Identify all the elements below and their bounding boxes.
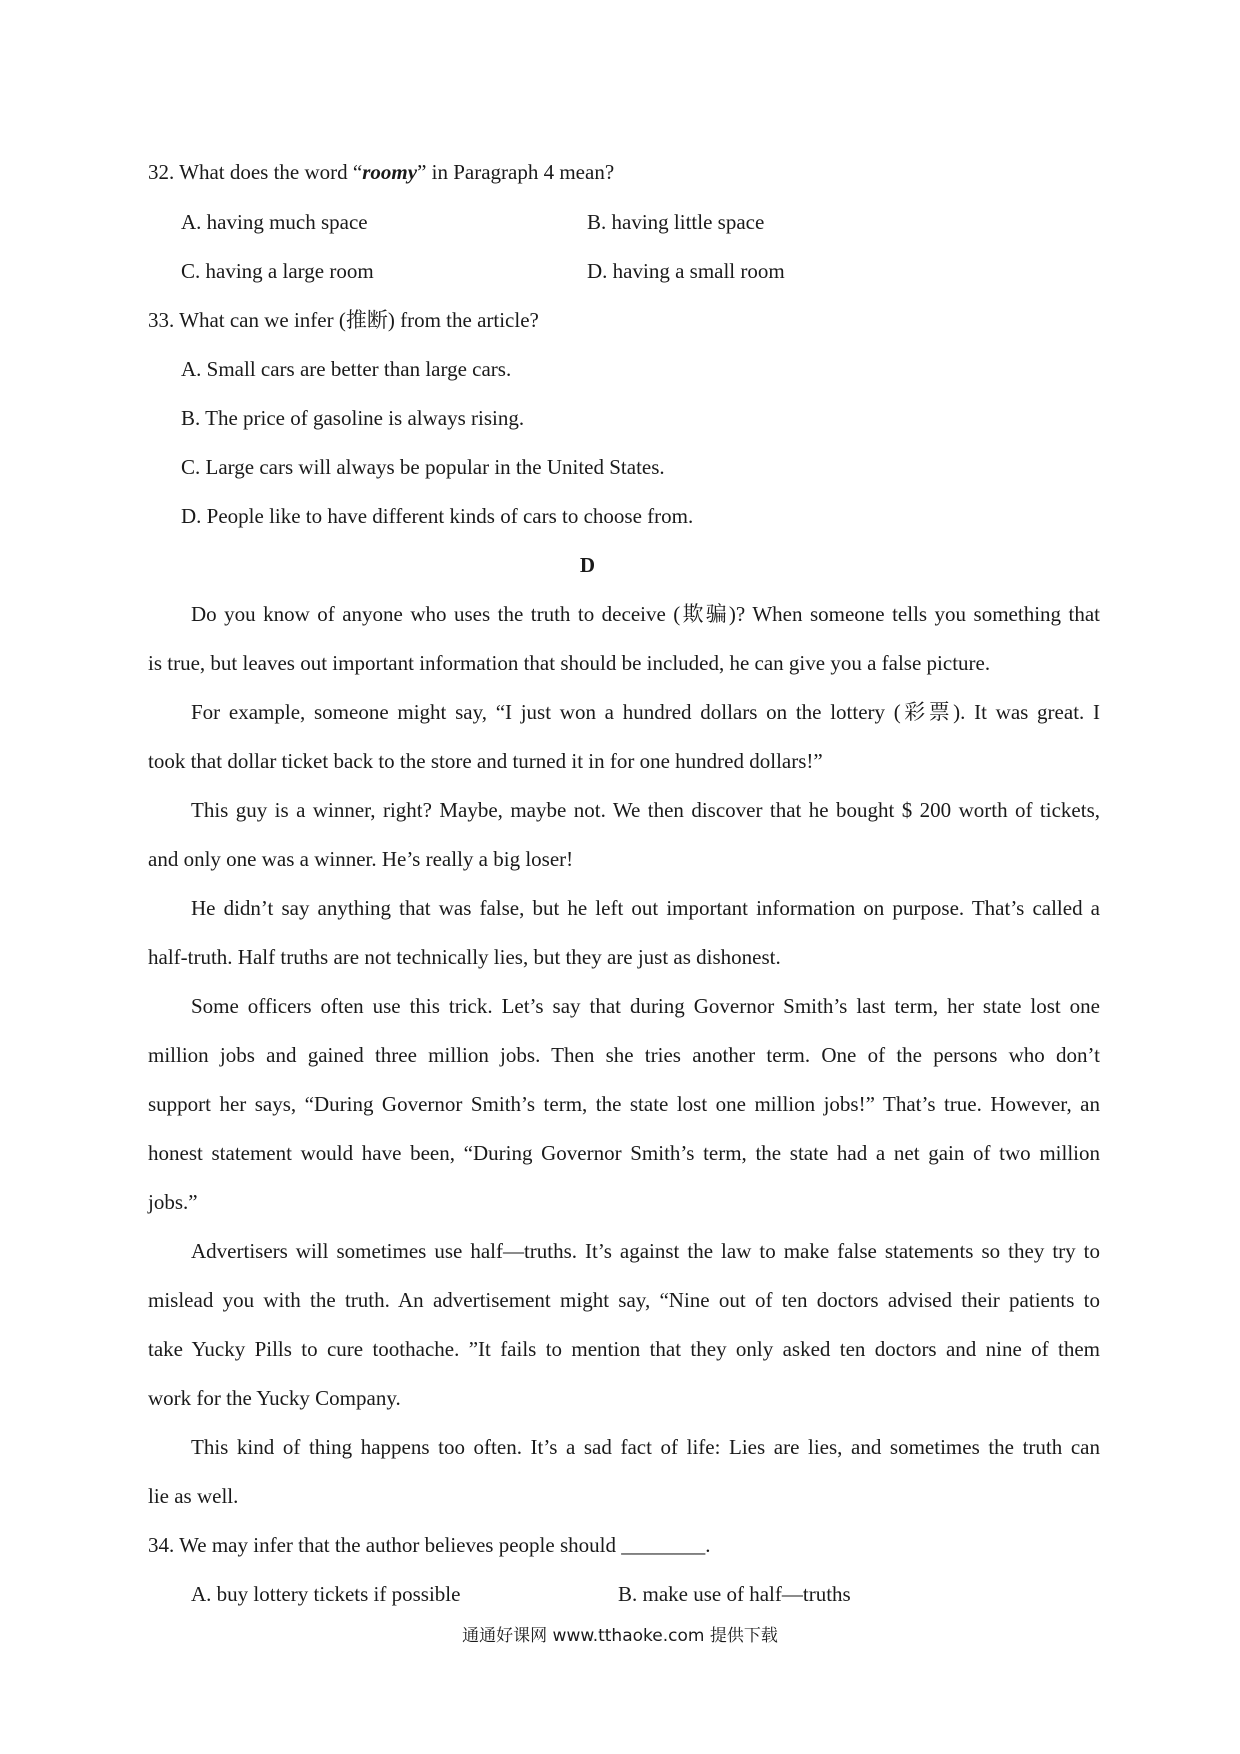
section-heading: D bbox=[579, 553, 596, 577]
question-32-option-b: B. having little space bbox=[587, 210, 765, 234]
passage-p7-line1: This kind of thing happens too often. It’s a sad fact of life: Lies are lies, and sometimes the truth can bbox=[191, 1435, 1100, 1459]
question-32-prefix: 32. What does the word “ bbox=[148, 160, 363, 184]
page-footer: 通通好课网 www.tthaoke.com 提供下载 bbox=[462, 1626, 778, 1646]
passage-p4-line2: half-truth. Half truths are not technically lies, but they are just as dishonest. bbox=[148, 945, 781, 969]
passage-p5-line5: jobs.” bbox=[148, 1190, 198, 1214]
question-32-option-c: C. having a large room bbox=[181, 259, 374, 283]
question-34-option-a: A. buy lottery tickets if possible bbox=[191, 1582, 461, 1606]
question-34: 34. We may infer that the author believes people should ________. bbox=[148, 1533, 711, 1557]
question-33-option-b: B. The price of gasoline is always rising. bbox=[181, 406, 525, 430]
passage-p1-line1: Do you know of anyone who uses the truth to deceive (欺骗)? When someone tells you something that bbox=[191, 602, 1100, 626]
passage-p7-line2: lie as well. bbox=[148, 1484, 239, 1508]
passage-p6-line3: take Yucky Pills to cure toothache. ”It fails to mention that they only asked ten doctors and nine of them bbox=[148, 1337, 1100, 1361]
passage-p5-line2: million jobs and gained three million jobs. Then she tries another term. One of the persons who don’t bbox=[148, 1043, 1100, 1067]
passage-p6-line2: mislead you with the truth. An advertisement might say, “Nine out of ten doctors advised their patients to bbox=[148, 1288, 1100, 1312]
passage-p5-line4: honest statement would have been, “During Governor Smith’s term, the state had a net gain of two million bbox=[148, 1141, 1100, 1165]
question-34-option-b: B. make use of half—truths bbox=[618, 1582, 851, 1606]
question-32-suffix: ” in Paragraph 4 mean? bbox=[417, 160, 615, 184]
passage-p4-line1: He didn’t say anything that was false, but he left out important information on purpose. That’s called a bbox=[191, 896, 1100, 920]
passage-p3-line2: and only one was a winner. He’s really a big loser! bbox=[148, 847, 574, 871]
passage-p6-line4: work for the Yucky Company. bbox=[148, 1386, 401, 1410]
passage-p6-line1: Advertisers will sometimes use half—truths. It’s against the law to make false statements so they try to bbox=[191, 1239, 1100, 1263]
question-32-keyword: roomy bbox=[362, 160, 418, 184]
question-32-option-a: A. having much space bbox=[181, 210, 368, 234]
question-33-option-a: A. Small cars are better than large cars. bbox=[181, 357, 512, 381]
passage-p5-line1: Some officers often use this trick. Let’s say that during Governor Smith’s last term, her state lost one bbox=[191, 994, 1100, 1018]
question-33-option-c: C. Large cars will always be popular in the United States. bbox=[181, 455, 665, 479]
question-33: 33. What can we infer (推断) from the article? bbox=[148, 308, 539, 332]
passage-p2-line2: took that dollar ticket back to the store and turned it in for one hundred dollars!” bbox=[148, 749, 823, 773]
question-32-option-d: D. having a small room bbox=[587, 259, 785, 283]
passage-p2-line1: For example, someone might say, “I just won a hundred dollars on the lottery (彩票). It was great. I bbox=[191, 700, 1100, 724]
passage-p1-line2: is true, but leaves out important information that should be included, he can give you a false picture. bbox=[148, 651, 991, 675]
passage-p3-line1: This guy is a winner, right? Maybe, maybe not. We then discover that he bought $ 200 worth of tickets, bbox=[191, 798, 1100, 822]
question-33-option-d: D. People like to have different kinds of cars to choose from. bbox=[181, 504, 694, 528]
passage-p5-line3: support her says, “During Governor Smith’s term, the state lost one million jobs!” That’s true. However, an bbox=[148, 1092, 1100, 1116]
question-32 bbox=[148, 158, 614, 186]
